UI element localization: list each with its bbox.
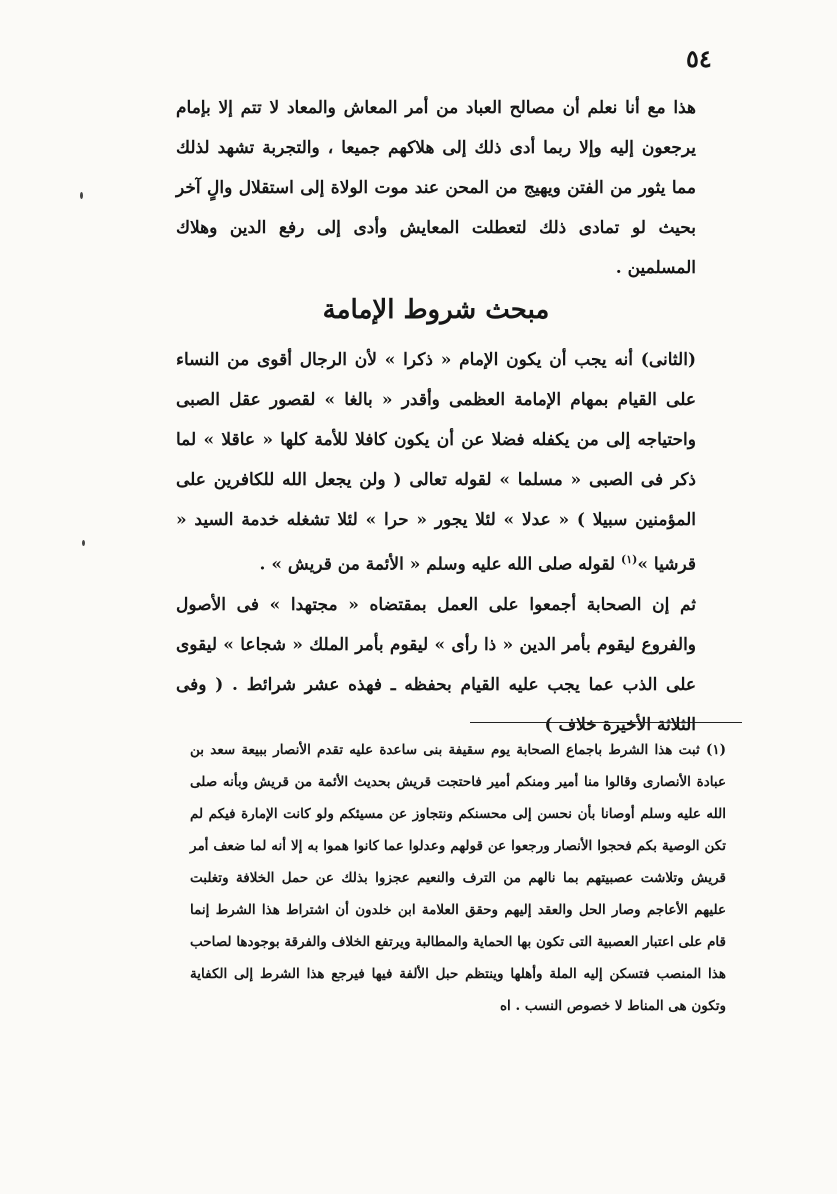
final-paragraph: ثم إن الصحابة أجمعوا على العمل بمقتضاه « مجتهدا » فى الأصول والفروع ليقوم بأمر الدين « ذا رأى » ليقوم بأمر الملك « شجاعا » ليقوى على الذب عما يجب عليه القيام بحفظه ـ فهذه عشر شرائط . ( وفى الثلاثة الأخيرة خلاف )	[176, 594, 696, 735]
section-heading: مبحث شروط الإمامة	[322, 295, 550, 325]
conditions-text: (الثانى) أنه يجب أن يكون الإمام « ذكرا » لأن الرجال أقوى من النساء على القيام بمهام الإمامة العظمى وأقدر « بالغا » لقصور عقل الصبى واحتياجه إلى من يكفله فضلا عن أن يكون كافلا للأمة كلها « عاقلا » لما ذكر فى الصبى « مسلما » لقوله تعالى ( ولن يجعل الله للكافرين على المؤمنين سبيلا ) « عدلا » لئلا يجور « حرا » لئلا تشغله خدمة السيد « قرشيا »	[176, 350, 696, 575]
footnote: (١) ثبت هذا الشرط باجماع الصحابة يوم سقيفة بنى ساعدة عليه تقدم الأنصار ببيعة سعد بن عبادة الأنصارى وقالوا منا أمير ومنكم أمير فاحتجت قريش بحديث الأئمة من قريش وبأنه صلى الله عليه وسلم أوصانا بأن نحسن إلى محسنكم ونتجاوز عن مسيئكم ولو كانت الإمارة فيكم لم تكن الوصية بكم فحجوا الأنصار ورجعوا عن قولهم وعدلوا عما كانوا هموا به إلا أنه لما ضعف أمر قريش وتلاشت عصبيتهم بما نالهم من الترف والنعيم عجزوا بذلك عن حمل الخلافة وتغلبت عليهم الأعاجم وصار الحل والعقد إليهم وحقق العلامة ابن خلدون أن اشتراط هذا الشرط إنما قام على اعتبار العصبية التى تكون بها الحماية والمطالبة ويرتفع الخلاف والفرقة بوجودها لصاحب هذا المنصب فتسكن إليه الملة وأهلها وينتظم حبل الألفة فيها فيرجع هذا الشرط إلى الكفاية وتكون هى المناط لا خصوص النسب . اه	[190, 742, 727, 1014]
footnote-divider	[470, 722, 742, 723]
conditions-paragraph	[176, 340, 696, 585]
scan-speck	[82, 540, 85, 546]
footnote-reference: (١)	[621, 553, 638, 566]
conditions-text-end: لقوله صلى الله عليه وسلم « الأئمة من قريش » .	[259, 554, 616, 575]
page-number: ٥٤	[686, 44, 712, 73]
intro-paragraph: هذا مع أنا نعلم أن مصالح العباد من أمر المعاش والمعاد لا تتم إلا بإمام يرجعون إليه وإلا ربما أدى ذلك إلى هلاكهم جميعا ، والتجربة تشهد لذلك مما يثور من الفتن ويهيج من المحن عند موت الولاة إلى استقلال والٍ آخر بحيث لو تمادى ذلك لتعطلت المعايش وأدى إلى رفع الدين وهلاك المسلمين .	[176, 98, 696, 278]
main-text	[176, 88, 696, 745]
scan-speck	[80, 192, 83, 199]
